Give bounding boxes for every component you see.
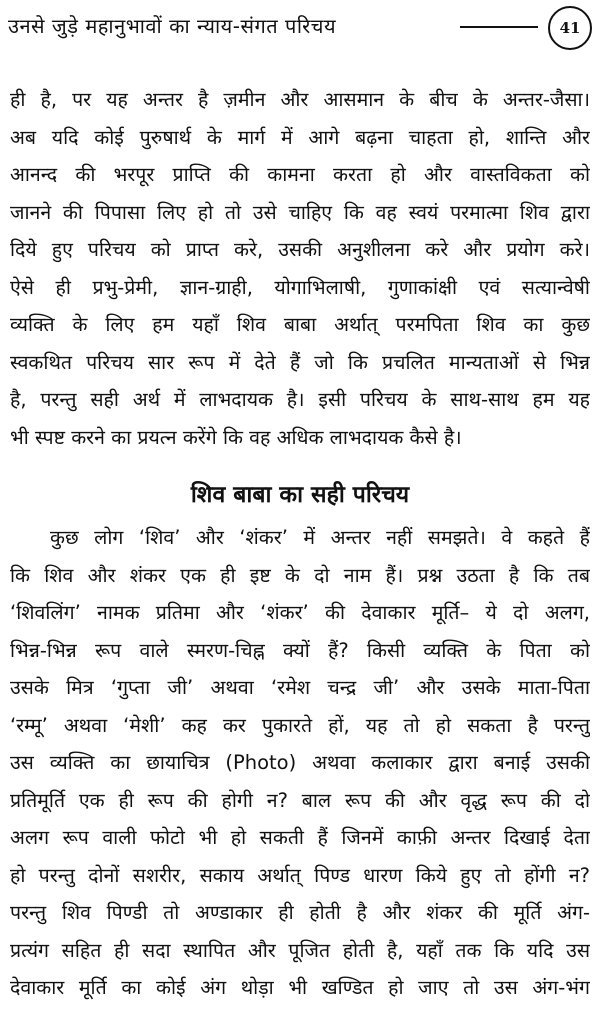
- text-line: ही है, पर यह अन्तर है ज़मीन और आसमान के बीच के अन्तर-जैसा।: [10, 88, 590, 111]
- text-line: प्रतिमूर्ति एक ही रूप की होगी न? बाल रूप की और वृद्ध रूप की दो: [10, 788, 590, 812]
- text-line: कुछ लोग ‘शिव’ और ‘शंकर’ में अन्तर नहीं समझते। वे कहते हैं: [50, 526, 590, 549]
- section-heading: शिव बाबा का सही परिचय: [190, 482, 410, 508]
- page-number-badge: 41: [548, 6, 592, 50]
- text-line: जानने की पिपासा लिए हो तो उसे चाहिए कि वह स्वयं परमात्मा शिव द्वारा: [10, 200, 590, 224]
- text-line: है, परन्तु सही अर्थ में लाभदायक है। इसी परिचय के साथ-साथ हम यह: [10, 388, 590, 411]
- text-line: प्रत्यंग सहित ही सदा स्थापित और पूजित होती है, यहाँ तक कि यदि उस: [10, 938, 590, 962]
- header-rule: [460, 26, 538, 28]
- text-line: उस व्यक्ति का छायाचित्र (Photo) अथवा कलाकार द्वारा बनाई उसकी: [10, 751, 590, 774]
- text-line: दिये हुए परिचय को प्राप्त करे, उसकी अनुशीलना करे और प्रयोग करे।: [10, 238, 590, 261]
- text-line: देवाकार मूर्ति का कोई अंग थोड़ा भी खण्डित हो जाए तो उस अंग-भंग: [10, 976, 590, 999]
- text-line: ‘रम्मू’ अथवा ‘मेशी’ कह कर पुकारते हों, यह तो हो सकता है परन्तु: [10, 713, 590, 737]
- text-line: अब यदि कोई पुरुषार्थ के मार्ग में आगे बढ़ना चाहता हो, शान्ति और: [10, 125, 590, 149]
- text-line: ऐसे ही प्रभु-प्रेमी, ज्ञान-ग्राही, योगाभिलाषी, गुणाकांक्षी एवं सत्यान्वेषी: [10, 275, 590, 299]
- text-line: स्वकथित परिचय सार रूप में देते हैं जो कि प्रचलित मान्यताओं से भिन्न: [10, 350, 590, 374]
- paragraph-shiv-shankar: [10, 519, 590, 1007]
- chapter-running-title: उनसे जुड़े महानुभावों का न्याय-संगत परिचय: [8, 14, 337, 38]
- running-header: [8, 6, 592, 50]
- text-line: व्यक्ति के लिए हम यहाँ शिव बाबा अर्थात् परमपिता शिव का कुछ: [10, 313, 590, 336]
- text-line: कि शिव और शंकर एक ही इष्ट के दो नाम हैं। प्रश्न उठता है कि तब: [10, 563, 590, 587]
- text-line: हो परन्तु दोनों सशरीर, सकाय अर्थात् पिण्ड धारण किये हुए तो होंगी न?: [10, 863, 590, 887]
- paragraph-intro: [10, 81, 590, 456]
- text-line: ‘शिवलिंग’ नामक प्रतिमा और ‘शंकर’ की देवाकार मूर्ति– ये दो अलग,: [10, 601, 590, 624]
- text-line: भी स्पष्ट करने का प्रयत्न करेंगे कि वह अधिक लाभदायक कैसे है।: [10, 425, 462, 449]
- text-line: परन्तु शिव पिण्डी तो अण्डाकार ही होती है और शंकर की मूर्ति अंग-: [10, 901, 590, 924]
- text-line: भिन्न-भिन्न रूप वाले स्मरण-चिह्न क्यों हैं? किसी व्यक्ति के पिता को: [10, 638, 590, 662]
- text-line: अलग रूप वाली फोटो भी हो सकती हैं जिनमें काफ़ी अन्तर दिखाई देता: [10, 826, 590, 849]
- text-line: आनन्द की भरपूर प्राप्ति की कामना करता हो और वास्तविकता को: [10, 163, 590, 186]
- text-line: उसके मित्र ‘गुप्ता जी’ अथवा ‘रमेश चन्द्र जी’ और उसके माता-पिता: [10, 676, 590, 699]
